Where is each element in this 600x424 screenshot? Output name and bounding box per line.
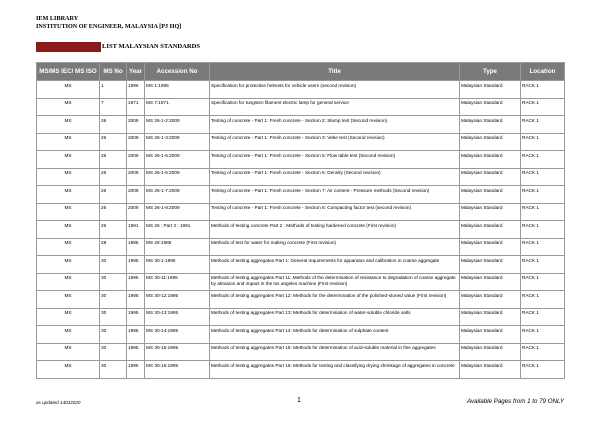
type-cell: Malaysian Standard [460, 238, 521, 256]
table-row [37, 238, 565, 256]
table-row [37, 308, 565, 326]
table-row [37, 256, 565, 274]
type-cell: Malaysian Standard [460, 221, 521, 239]
accession-no-cell: MS 26 : Part 3 : 1991 [145, 221, 210, 239]
category-cell: MS [37, 343, 100, 361]
title-cell: Methods of testing aggregates Part 12: Methods for the determination of the polished-stoned value (First revision) [210, 291, 460, 309]
accession-no-cell: MS 26-1-8:2009 [145, 203, 210, 221]
ms-no-cell: 30 [100, 326, 127, 344]
accession-no-cell: MS 26-1-5:2009 [145, 151, 210, 169]
ms-no-cell: 7 [100, 98, 127, 116]
accession-no-cell: MS 30-15:1995 [145, 343, 210, 361]
ms-no-cell: 30 [100, 308, 127, 326]
location-cell: RACK 1 [521, 116, 565, 134]
type-cell: Malaysian Standard [460, 168, 521, 186]
accession-no-cell: MS 30-11:1995 [145, 273, 210, 291]
column-header-type: Type [460, 63, 521, 81]
year-cell: 2009 [127, 151, 145, 169]
year-cell: 2009 [127, 116, 145, 134]
title-cell: Methods of testing aggregates Part 1: General requirements for apparatus and calibration in coarse aggregate [210, 256, 460, 274]
category-cell: MS [37, 308, 100, 326]
year-cell: 1995 [127, 326, 145, 344]
year-cell: 1985 [127, 238, 145, 256]
table-row [37, 326, 565, 344]
title-cell: Testing of concrete - Part 1: Fresh concrete - Section 2: Slump test (Second revision) [210, 116, 460, 134]
location-cell: RACK 1 [521, 133, 565, 151]
type-cell: Malaysian Standard [460, 98, 521, 116]
standards-table [36, 62, 565, 379]
title-cell: Methods of testing aggregates Part 13: Methods for determination of water-soluble chloride salts [210, 308, 460, 326]
table-row [37, 133, 565, 151]
location-cell: RACK 1 [521, 256, 565, 274]
table-row [37, 116, 565, 134]
type-cell: Malaysian Standard [460, 361, 521, 379]
accession-no-cell: MS 30-1:1995 [145, 256, 210, 274]
column-header-ms-no: MS No [100, 63, 127, 81]
availability-note: Available Pages from 1 to 79 ONLY [467, 398, 564, 405]
type-cell: Malaysian Standard [460, 256, 521, 274]
year-cell: 1971 [127, 98, 145, 116]
ms-no-cell: 30 [100, 256, 127, 274]
location-cell: RACK 1 [521, 343, 565, 361]
table-row [37, 203, 565, 221]
list-title-row [36, 42, 564, 52]
title-cell: Specification for tungsten filament electric lamp for general service [210, 98, 460, 116]
ms-no-cell: 26 [100, 168, 127, 186]
year-cell: 1995 [127, 361, 145, 379]
accession-no-cell: MS 26-1-6:2009 [145, 168, 210, 186]
category-cell: MS [37, 221, 100, 239]
location-cell: RACK 1 [521, 81, 565, 99]
title-cell: Testing of concrete - Part 1: Fresh concrete - Section 6: Density (Second revision) [210, 168, 460, 186]
ms-no-cell: 30 [100, 273, 127, 291]
location-cell: RACK 1 [521, 151, 565, 169]
year-cell: 1996 [127, 81, 145, 99]
type-cell: Malaysian Standard [460, 133, 521, 151]
accession-no-cell: MS 26-1-7:2009 [145, 186, 210, 204]
location-cell: RACK 1 [521, 361, 565, 379]
type-cell: Malaysian Standard [460, 308, 521, 326]
type-cell: Malaysian Standard [460, 273, 521, 291]
category-cell: MS [37, 81, 100, 99]
location-cell: RACK 1 [521, 98, 565, 116]
year-cell: 1995 [127, 343, 145, 361]
ms-no-cell: 26 [100, 186, 127, 204]
table-row [37, 81, 565, 99]
page-number: 1 [297, 397, 301, 404]
type-cell: Malaysian Standard [460, 116, 521, 134]
table-header-row [37, 63, 565, 81]
title-cell: Methods of testing aggregates Part 14: Methods for determination of sulphate content [210, 326, 460, 344]
year-cell: 2009 [127, 186, 145, 204]
table-row [37, 186, 565, 204]
location-cell: RACK 1 [521, 291, 565, 309]
category-cell: MS [37, 133, 100, 151]
category-cell: MS [37, 203, 100, 221]
column-header-category: MS/MS IEC/ MS ISO [37, 63, 100, 81]
type-cell: Malaysian Standard [460, 151, 521, 169]
title-cell: Methods of testing concrete Part 2 : Methods of testing hardened concrete (First revision) [210, 221, 460, 239]
type-cell: Malaysian Standard [460, 291, 521, 309]
year-cell: 1991 [127, 221, 145, 239]
table-row [37, 343, 565, 361]
category-cell: MS [37, 168, 100, 186]
table-row [37, 291, 565, 309]
accession-no-cell: MS 26-1-3:2009 [145, 133, 210, 151]
location-cell: RACK 1 [521, 238, 565, 256]
accession-no-cell: MS 30-16:1995 [145, 361, 210, 379]
accession-no-cell: MS 30-14:1995 [145, 326, 210, 344]
updated-note: as updated 14032020 [36, 400, 81, 405]
ms-no-cell: 26 [100, 221, 127, 239]
accession-no-cell: MS 1:1996 [145, 81, 210, 99]
year-cell: 2009 [127, 168, 145, 186]
table-row [37, 361, 565, 379]
category-cell: MS [37, 98, 100, 116]
table-row [37, 151, 565, 169]
year-cell: 1995 [127, 308, 145, 326]
year-cell: 1995 [127, 256, 145, 274]
category-cell: MS [37, 361, 100, 379]
accession-no-cell: MS 28:1985 [145, 238, 210, 256]
category-cell: MS [37, 291, 100, 309]
ms-no-cell: 30 [100, 361, 127, 379]
title-cell: Testing of concrete - Part 1: Fresh concrete - Section 3: Vebe test (Second revision) [210, 133, 460, 151]
column-header-title: Title [210, 63, 460, 81]
institution-name: INSTITUTION OF ENGINEER, MALAYSIA [PJ HQ] [36, 23, 182, 30]
accession-no-cell: MS 7:1971 [145, 98, 210, 116]
table-row [37, 273, 565, 291]
library-name: IEM LIBRARY [36, 15, 79, 22]
table-row [37, 168, 565, 186]
ms-no-cell: 26 [100, 116, 127, 134]
title-cell: Testing of concrete - Part 1: Fresh concrete - Section 7: Air content - Pressure methods (Second revision) [210, 186, 460, 204]
title-cell: Specification for protective helmets for vehicle users (second revision) [210, 81, 460, 99]
ms-no-cell: 30 [100, 343, 127, 361]
year-cell: 2009 [127, 203, 145, 221]
library-header [36, 15, 181, 31]
category-cell: MS [37, 273, 100, 291]
accession-no-cell: MS 30-12:1995 [145, 291, 210, 309]
location-cell: RACK 1 [521, 308, 565, 326]
type-cell: Malaysian Standard [460, 343, 521, 361]
year-cell: 1995 [127, 273, 145, 291]
location-cell: RACK 1 [521, 186, 565, 204]
category-cell: MS [37, 256, 100, 274]
category-cell: MS [37, 116, 100, 134]
ms-no-cell: 30 [100, 291, 127, 309]
ms-no-cell: 1 [100, 81, 127, 99]
year-cell: 1995 [127, 291, 145, 309]
title-color-bar [36, 42, 101, 52]
accession-no-cell: MS 30-13:1995 [145, 308, 210, 326]
ms-no-cell: 28 [100, 238, 127, 256]
table-row [37, 221, 565, 239]
ms-no-cell: 26 [100, 133, 127, 151]
location-cell: RACK 1 [521, 168, 565, 186]
location-cell: RACK 1 [521, 326, 565, 344]
title-cell: Methods of test for water for making concrete (First revision) [210, 238, 460, 256]
accession-no-cell: MS 26-1-2:2009 [145, 116, 210, 134]
type-cell: Malaysian Standard [460, 81, 521, 99]
title-cell: Methods of testing aggregates Part 15: Methods for determination of acid-soluble material in fine aggregates [210, 343, 460, 361]
ms-no-cell: 26 [100, 203, 127, 221]
year-cell: 2009 [127, 133, 145, 151]
type-cell: Malaysian Standard [460, 186, 521, 204]
title-cell: Testing of concrete - Part 1: Fresh concrete - Section 8: Compacting factor test (second revision) [210, 203, 460, 221]
location-cell: RACK 1 [521, 273, 565, 291]
column-header-year: Year [127, 63, 145, 81]
location-cell: RACK 1 [521, 221, 565, 239]
title-cell: Testing of concrete - Part 1: Fresh concrete - Section 5: Flow table test (Second revision) [210, 151, 460, 169]
category-cell: MS [37, 151, 100, 169]
title-cell: Methods of testing aggregates Part 11: Methods of the determination of resistance to degradation of coarse aggregate by abrasion and impact in the los angeles machine (First revision) [210, 273, 460, 291]
type-cell: Malaysian Standard [460, 203, 521, 221]
type-cell: Malaysian Standard [460, 326, 521, 344]
column-header-location: Location [521, 63, 565, 81]
category-cell: MS [37, 186, 100, 204]
location-cell: RACK 1 [521, 203, 565, 221]
category-cell: MS [37, 326, 100, 344]
table-row [37, 98, 565, 116]
column-header-accession-no: Accession No [145, 63, 210, 81]
title-cell: Methods of testing aggregates Part 16: Methods for testing and classifying drying shrinkage of aggregates in concrete [210, 361, 460, 379]
list-title: LIST MALAYSIAN STANDARDS [102, 43, 201, 50]
category-cell: MS [37, 238, 100, 256]
ms-no-cell: 26 [100, 151, 127, 169]
